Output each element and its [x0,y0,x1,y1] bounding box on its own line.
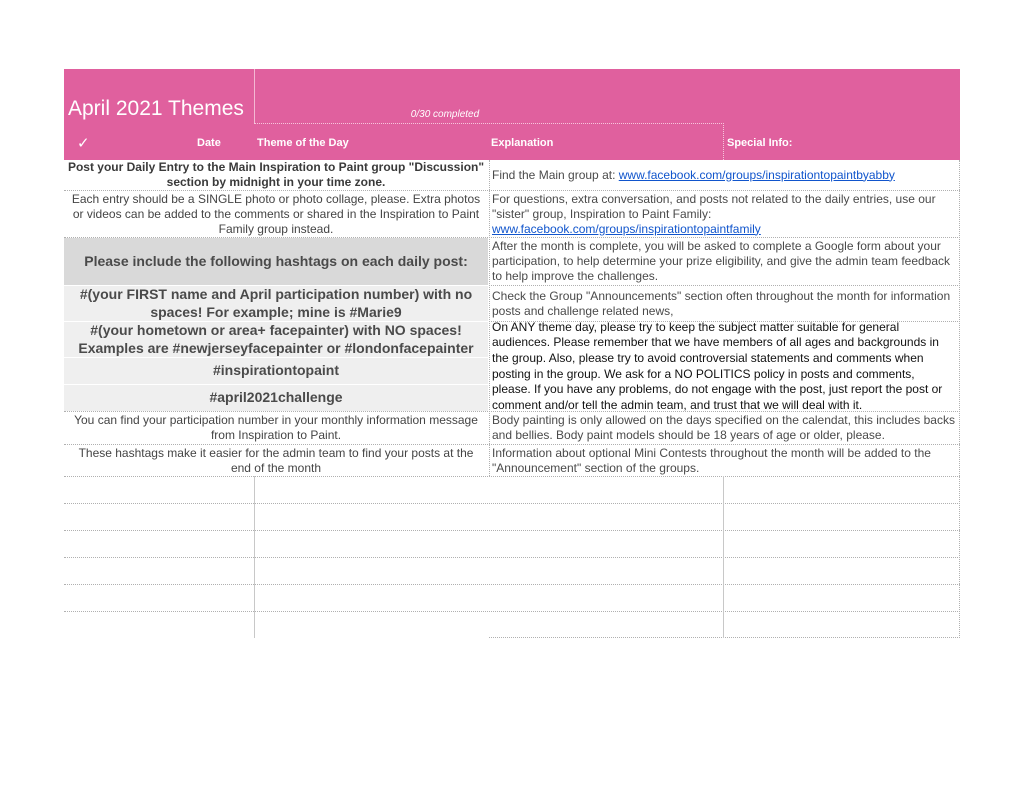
column-header-theme[interactable]: Theme of the Day [257,137,349,149]
grid-line [64,237,960,238]
grid-line [489,285,960,286]
right-cell-google-form: After the month is complete, you will be asked to complete a Google form about your participation, to help determine your prize eligibility, and give the admin team feedback to help improve the challenges. [492,239,951,283]
grid-line [64,584,960,585]
right-cell-main-group [489,160,959,190]
main-group-link[interactable]: www.facebook.com/groups/inspirationtopaintbyabby [618,167,895,182]
header-row-divider [254,123,724,124]
left-cell-hashtag-purpose: These hashtags make it easier for the admin team to find your posts at the end of the month [78,445,474,475]
grid-line [64,444,960,445]
grid-line [64,411,960,412]
right-cell-theme-guidelines: On ANY theme day, please try to keep the subject matter suitable for general audiences. Please remember that we have members of all ages and backgrounds in the group. Also, please try to avoid controversial statements and comments when posting in the group. We ask for a NO POLITICS policy in posts and comments, please. If you have any problems, do not engage with the post, just report the post or comment and/or tell the admin team, and trust that we will deal with it. [492,319,943,412]
left-cell-hashtag-inspiration: #inspirationtopaint [64,358,488,384]
family-group-link[interactable]: www.facebook.com/groups/inspirationtopaintfamily [492,221,761,236]
grid-line [64,503,960,504]
right-cell-family-group [489,191,959,237]
grid-line [489,321,960,322]
grid-line [489,160,490,476]
column-header-special-info[interactable]: Special Info: [727,137,793,149]
grid-line [64,557,960,558]
family-group-label: For questions, extra conversation, and posts not related to the daily entries, use our "sister" group, Inspiration to Paint Family: [492,191,936,221]
left-cell-participation-number: You can find your participation number in your monthly information message from Inspiration to Paint. [74,413,478,442]
grid-line [254,476,255,638]
left-cell-hashtags-heading: Please include the following hashtags on each daily post: [64,238,488,285]
header-divider [254,69,255,123]
header-col-divider [723,123,724,160]
left-cell-hashtag-name: #(your FIRST name and April participation number) with no spaces! For example; mine is #Marie9 [64,286,488,321]
grid-line [723,476,724,638]
grid-line [489,637,960,638]
page-title: April 2021 Themes [68,97,244,120]
grid-line [959,160,960,638]
progress-text: 0/30 completed [410,109,480,120]
column-header-explanation[interactable]: Explanation [491,137,554,149]
grid-line [64,476,960,477]
column-header-date[interactable]: Date [197,137,221,149]
main-group-label: Find the Main group at: [492,167,619,182]
left-cell-hashtag-hometown: #(your hometown or area+ facepainter) with NO spaces! Examples are #newjerseyfacepainter or #londonfacepainter [64,322,488,357]
grid-line [64,190,960,191]
left-cell-hashtag-april: #april2021challenge [64,385,488,411]
left-cell-post-entry: Post your Daily Entry to the Main Inspiration to Paint group "Discussion" section by midnight in your time zone. [67,160,485,189]
grid-line [64,611,960,612]
grid-line [64,530,960,531]
left-cell-single-photo: Each entry should be a SINGLE photo or photo collage, please. Extra photos or videos can be added to the comments or shared in the Inspiration to Paint Family group instead. [71,191,481,236]
right-cell-body-painting: Body painting is only allowed on the days specified on the calendat, this includes backs and bellies. Body paint models should be 18 years of age or older, please. [492,413,955,442]
right-cell-mini-contests: Information about optional Mini Contests throughout the month will be added to the "Announcement" section of the groups. [492,445,931,475]
checkmark-icon[interactable]: ✓ [77,135,90,152]
right-cell-announcements: Check the Group "Announcements" section often throughout the month for information posts and challenge related news, [492,288,951,318]
